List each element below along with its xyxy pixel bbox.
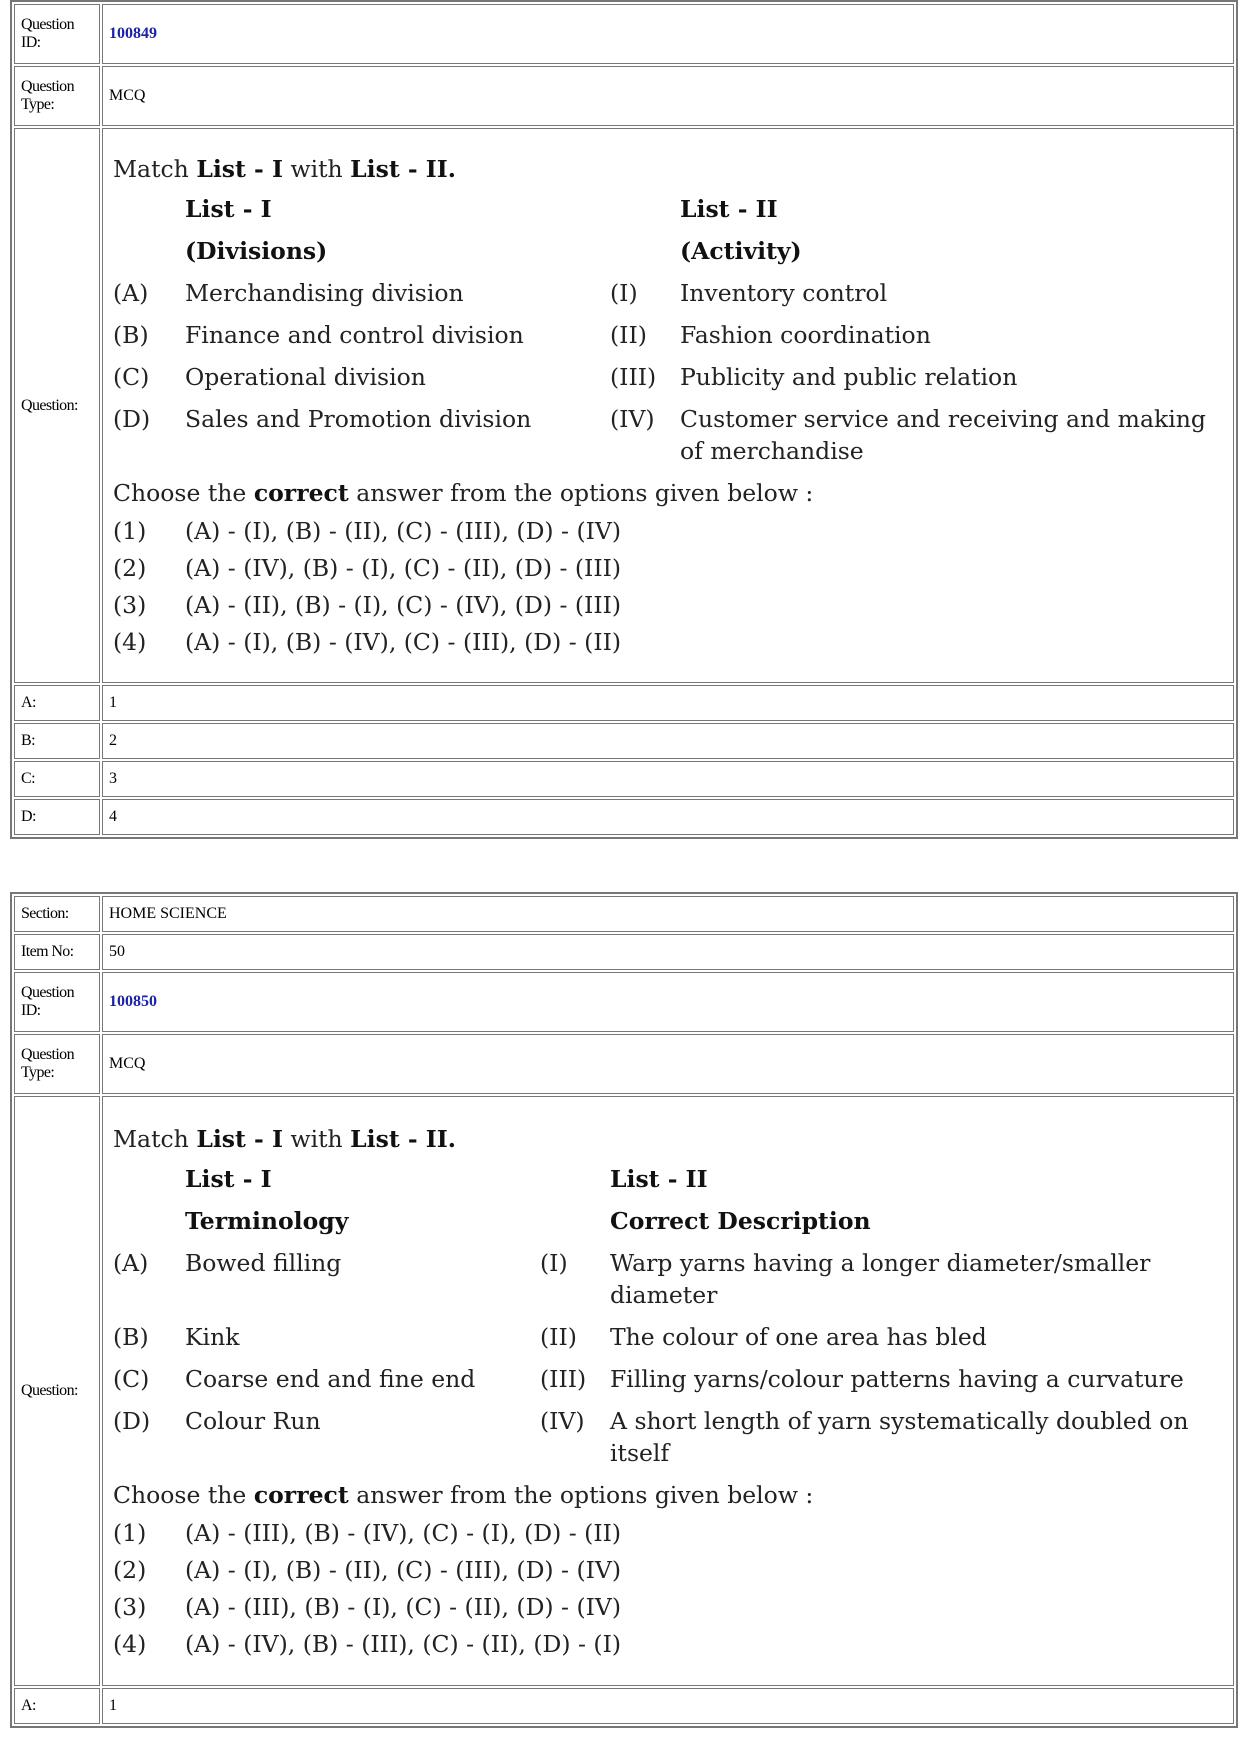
option-c-value: 3 (102, 761, 1234, 797)
option-text: (A) - (IV), (B) - (I), (C) - (II), (D) - (III) (185, 554, 622, 582)
list1-item-letter: (B) (113, 1322, 149, 1351)
list2-item-numeral: (I) (610, 279, 638, 307)
answer-options (113, 517, 1219, 656)
question-block-100850 (10, 892, 1238, 1728)
list1-item: Colour Run (185, 1406, 321, 1435)
list2-subtitle: Correct Description (610, 1206, 871, 1235)
list2-item-numeral: (III) (610, 363, 657, 391)
option-a-label: A: (14, 1688, 100, 1724)
list2-item-numeral: (III) (540, 1364, 587, 1393)
list2-item: Customer service and receiving and making of merchandise (680, 405, 1206, 465)
match-list-grid (113, 1163, 1219, 1469)
option-number: (3) (113, 1592, 147, 1621)
list2-item-numeral: (IV) (610, 405, 655, 433)
option-number: (4) (113, 628, 147, 656)
match-list-grid (113, 193, 1219, 467)
list2-item: Publicity and public relation (680, 363, 1018, 391)
list1-item-letter: (B) (113, 321, 149, 349)
question-label: Question: (14, 128, 100, 683)
list1-item: Merchandising division (185, 279, 464, 307)
option-d-value: 4 (102, 799, 1234, 835)
list2-item-numeral: (II) (610, 321, 647, 349)
option-text: (A) - (I), (B) - (II), (C) - (III), (D) - (IV) (185, 1555, 622, 1584)
list1-subtitle: Terminology (185, 1206, 349, 1235)
option-number: (3) (113, 591, 147, 619)
list2-item: Filling yarns/colour patterns having a curvature (610, 1364, 1184, 1393)
list1-item-letter: (A) (113, 1248, 149, 1277)
list1-item-letter: (A) (113, 279, 149, 307)
option-a-value: 1 (102, 685, 1234, 721)
list1-subtitle: (Divisions) (185, 237, 328, 265)
option-d-label: D: (14, 799, 100, 835)
option-b-value: 2 (102, 723, 1234, 759)
question-type-label: Question Type: (14, 66, 100, 126)
list1-item: Finance and control division (185, 321, 524, 349)
item-no-label: Item No: (14, 934, 100, 970)
option-a-label: A: (14, 685, 100, 721)
list1-item: Operational division (185, 363, 426, 391)
question-id-label: Question ID: (14, 4, 100, 64)
option-c-label: C: (14, 761, 100, 797)
list1-item: Bowed filling (185, 1248, 342, 1277)
option-number: (1) (113, 517, 147, 545)
question-id-label: Question ID: (14, 972, 100, 1032)
list2-title: List - II (610, 1164, 708, 1193)
list1-item-letter: (C) (113, 1364, 150, 1393)
option-text: (A) - (I), (B) - (II), (C) - (III), (D) - (IV) (185, 517, 622, 545)
list1-item-letter: (D) (113, 1406, 151, 1435)
question-content (102, 128, 1234, 683)
option-a-value: 1 (102, 1688, 1234, 1724)
list2-item: A short length of yarn systematically doubled on itself (610, 1406, 1189, 1467)
list2-item-numeral: (II) (540, 1322, 577, 1351)
question-intro: Match List - I with List - II. (113, 155, 456, 183)
option-number: (2) (113, 1555, 147, 1584)
list2-item: Inventory control (680, 279, 888, 307)
list1-item: Sales and Promotion division (185, 405, 532, 433)
question-type-label: Question Type: (14, 1034, 100, 1094)
question-id-value: 100850 (102, 972, 1234, 1032)
list2-subtitle: (Activity) (680, 237, 802, 265)
question-block-100849 (10, 0, 1238, 839)
list2-title: List - II (680, 195, 778, 223)
option-text: (A) - (II), (B) - (I), (C) - (IV), (D) - (III) (185, 591, 622, 619)
option-b-label: B: (14, 723, 100, 759)
option-number: (1) (113, 1518, 147, 1547)
list1-item-letter: (D) (113, 405, 151, 433)
list2-item: Warp yarns having a longer diameter/smaller diameter (610, 1248, 1151, 1309)
question-intro: Match List - I with List - II. (113, 1124, 456, 1153)
question-type-value: MCQ (102, 66, 1234, 126)
section-value: HOME SCIENCE (102, 896, 1234, 932)
option-number: (2) (113, 554, 147, 582)
list1-item: Coarse end and fine end (185, 1364, 476, 1393)
answer-options (113, 1519, 1219, 1658)
option-text: (A) - (III), (B) - (IV), (C) - (I), (D) - (II) (185, 1518, 622, 1547)
question-content (102, 1096, 1234, 1686)
choose-instruction: Choose the correct answer from the options given below : (113, 479, 814, 507)
list1-title: List - I (185, 1164, 272, 1193)
section-label: Section: (14, 896, 100, 932)
item-no-value: 50 (102, 934, 1234, 970)
list1-item-letter: (C) (113, 363, 150, 391)
list2-item-numeral: (I) (540, 1248, 568, 1277)
list2-item: Fashion coordination (680, 321, 931, 349)
question-type-value: MCQ (102, 1034, 1234, 1094)
option-text: (A) - (III), (B) - (I), (C) - (II), (D) - (IV) (185, 1592, 622, 1621)
list1-title: List - I (185, 195, 272, 223)
option-number: (4) (113, 1629, 147, 1658)
list1-item: Kink (185, 1322, 240, 1351)
question-id-value: 100849 (102, 4, 1234, 64)
question-label: Question: (14, 1096, 100, 1686)
list2-item: The colour of one area has bled (610, 1322, 987, 1351)
list2-item-numeral: (IV) (540, 1406, 585, 1435)
option-text: (A) - (I), (B) - (IV), (C) - (III), (D) - (II) (185, 628, 622, 656)
choose-instruction: Choose the correct answer from the options given below : (113, 1480, 814, 1509)
option-text: (A) - (IV), (B) - (III), (C) - (II), (D) - (I) (185, 1629, 622, 1658)
